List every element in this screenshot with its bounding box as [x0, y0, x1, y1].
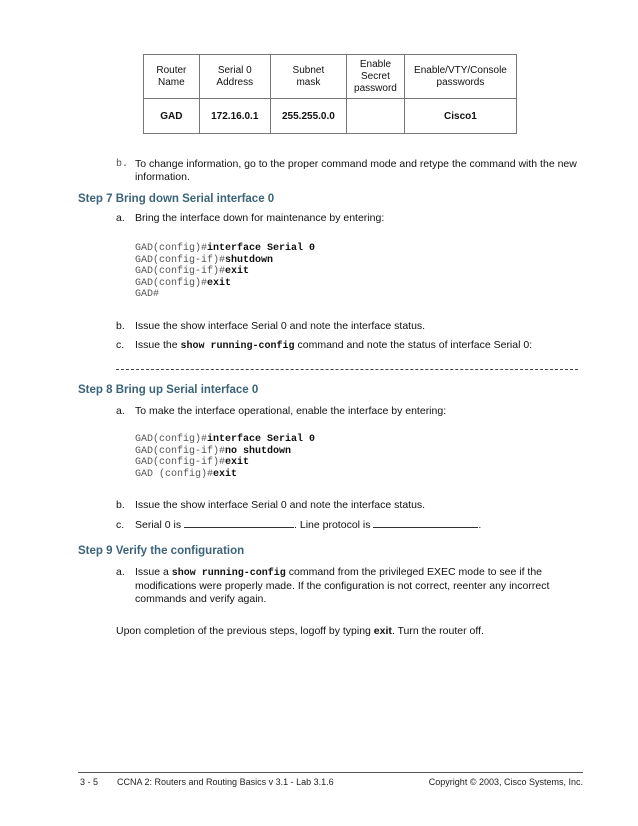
item-letter: a. [116, 405, 125, 417]
footer-rule [78, 772, 583, 773]
item-letter: b. [116, 499, 125, 511]
table-header-row [144, 55, 517, 99]
header-passwords: Enable/VTY/Console passwords [404, 55, 516, 99]
code-line: GAD(config-if)#exit [135, 266, 250, 277]
line-protocol-blank[interactable] [373, 527, 478, 528]
answer-line[interactable] [116, 369, 578, 370]
step7-item-a [116, 212, 586, 225]
item-letter: a. [116, 566, 125, 578]
step9-item-a [116, 566, 571, 606]
serial-status-blank[interactable] [184, 527, 294, 528]
step7-item-b [116, 320, 586, 333]
item-text: To make the interface operational, enable the interface by entering: [135, 405, 447, 417]
cell-router-name: GAD [144, 99, 200, 134]
step8-item-c [116, 519, 586, 532]
code-line: GAD(config-if)#no shutdown [135, 445, 292, 457]
item-text: Issue a show running-config command from the privileged EXEC mode to see if the modifications were properly made. If the configuration is not correct, reenter any incorrect commands and verify again. [135, 566, 550, 605]
code-line: GAD(config)#interface Serial 0 [135, 243, 316, 254]
cell-serial-address: 172.16.0.1 [199, 99, 270, 134]
header-subnet-mask: Subnet mask [270, 55, 346, 99]
item-letter: a. [116, 212, 125, 224]
footer-page-number: 3 - 5 [80, 777, 99, 787]
item-text: Serial 0 is . Line protocol is . [135, 519, 482, 531]
step7-heading: Step 7 Bring down Serial interface 0 [78, 193, 275, 205]
code-line: GAD (config)#exit [135, 468, 238, 480]
item-text: Bring the interface down for maintenance by entering: [135, 212, 385, 224]
step7-item-c [116, 339, 586, 353]
header-enable-secret: Enable Secret password [347, 55, 405, 99]
step9-heading: Step 9 Verify the configuration [78, 545, 245, 557]
header-router-name: Router Name [144, 55, 200, 99]
item-letter: b. [116, 320, 125, 332]
closing-paragraph: Upon completion of the previous steps, logoff by typing exit. Turn the router off. [116, 625, 484, 637]
code-line: GAD(config)#exit [135, 277, 232, 289]
cell-enable-secret [347, 99, 405, 134]
step8-heading: Step 8 Bring up Serial interface 0 [78, 384, 259, 396]
step7-code-block [135, 243, 315, 301]
item-text: Issue the show running-config command and note the status of interface Serial 0: [135, 339, 533, 352]
item-letter: b. [116, 159, 129, 170]
footer-copyright: Copyright © 2003, Cisco Systems, Inc. [428, 777, 583, 787]
header-serial-address: Serial 0 Address [199, 55, 270, 99]
code-line: GAD(config-if)#shutdown [135, 254, 274, 266]
item-text: To change information, go to the proper command mode and retype the command with the new information. [135, 158, 577, 183]
code-line: GAD# [135, 289, 160, 300]
item-text: Issue the show interface Serial 0 and note the interface status. [135, 320, 426, 332]
cell-subnet-mask: 255.255.0.0 [270, 99, 346, 134]
item-letter: c. [116, 339, 125, 351]
table-row [144, 99, 517, 134]
step8-item-b [116, 499, 586, 512]
item-letter: c. [116, 519, 125, 531]
step8-item-a [116, 405, 586, 418]
code-line: GAD(config-if)#exit [135, 457, 250, 468]
cell-passwords: Cisco1 [404, 99, 516, 134]
item-text: Issue the show interface Serial 0 and note the interface status. [135, 499, 426, 511]
code-line: GAD(config)#interface Serial 0 [135, 434, 316, 445]
step8-code-block [135, 434, 315, 480]
step6-item-b [116, 158, 586, 184]
router-config-table [143, 54, 517, 134]
footer-course-title: CCNA 2: Routers and Routing Basics v 3.1 - Lab 3.1.6 [117, 777, 334, 787]
